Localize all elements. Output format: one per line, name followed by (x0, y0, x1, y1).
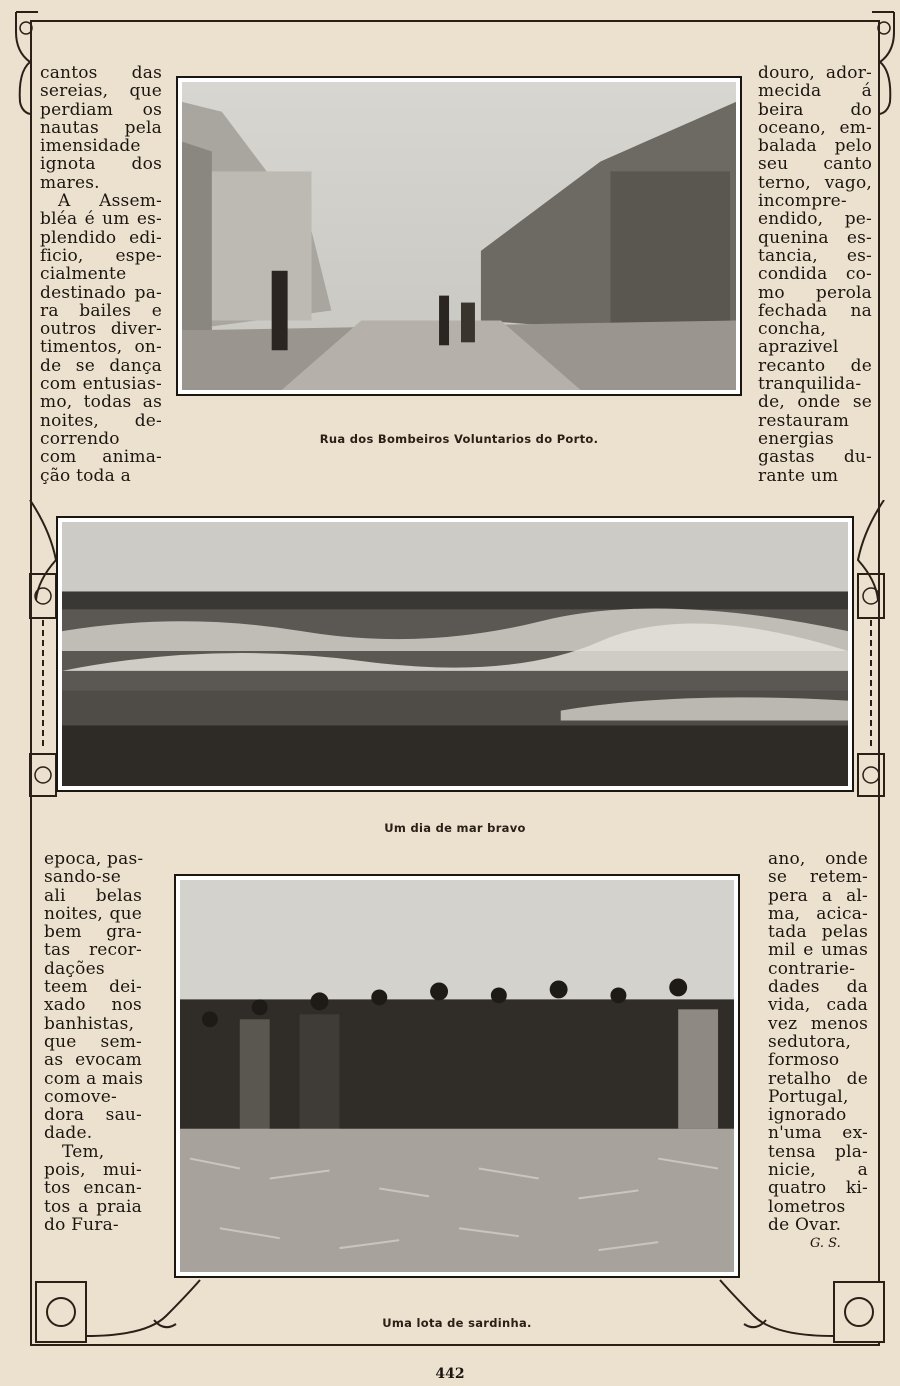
text-line: Tem, (62, 1141, 105, 1162)
caption-sardines: Uma lota de sardinha. (382, 1316, 532, 1330)
text-line: banhistas, (44, 1013, 135, 1034)
text-line: formoso (768, 1050, 840, 1071)
text-line: ma, acica- (768, 903, 868, 924)
text-line: pois, mui- (44, 1160, 142, 1181)
text-line: dade. (44, 1123, 93, 1144)
text-line: bem gra- (44, 922, 142, 943)
corner-ornament-bottom-left (34, 1276, 204, 1348)
text-line: rante um (758, 465, 839, 486)
text-line: douro, ador- (758, 63, 872, 83)
text-line: timentos, on- (40, 337, 162, 358)
text-column-bottom-left (44, 850, 142, 1234)
text-line: epoca, pas- (44, 849, 144, 869)
text-line: de, onde se (758, 392, 872, 413)
text-line: teem dei- (44, 977, 142, 998)
text-line: vida, cada (768, 995, 868, 1016)
text-column-top-left (40, 64, 162, 485)
text-line: destinado pa- (40, 282, 162, 303)
text-line: sando-se (44, 867, 122, 888)
text-line: energias (758, 428, 834, 449)
text-line: retalho de (768, 1068, 868, 1089)
photo-sardines (174, 874, 740, 1278)
text-line: plendido edi- (40, 227, 162, 248)
sardines-photo-image (180, 880, 734, 1272)
text-column-top-right (758, 64, 872, 485)
text-line: lometros (768, 1196, 846, 1217)
text-line: beira do (758, 99, 872, 120)
text-line: ção toda a (40, 465, 131, 486)
corner-ornament-top-left (10, 8, 44, 118)
text-line: perdiam os (40, 99, 162, 120)
text-line: ignota dos (40, 154, 162, 175)
photo-sea (56, 516, 854, 792)
text-line: com anima- (40, 447, 162, 468)
text-line: se retem- (768, 867, 868, 888)
text-line: concha, (758, 319, 827, 340)
side-ornament-right (852, 500, 888, 800)
text-line: tos encan- (44, 1178, 142, 1199)
corner-ornament-bottom-right (712, 1276, 888, 1348)
sea-photo-image (62, 522, 848, 786)
text-line: cantos das (40, 63, 162, 83)
text-line: n'uma ex- (768, 1123, 868, 1144)
text-line: endido, pe- (758, 209, 872, 230)
text-line: imensidade (40, 136, 141, 157)
text-line: tancia, es- (758, 245, 872, 266)
text-line: sereias, que (40, 81, 162, 102)
text-line: vez menos (768, 1013, 868, 1034)
text-line: que sem- (44, 1031, 142, 1052)
author-signature: G. S. (810, 1236, 841, 1251)
text-line: pera a al- (768, 885, 868, 906)
text-line: mo, todas as (40, 392, 162, 413)
caption-street: Rua dos Bombeiros Voluntarios do Porto. (319, 432, 599, 446)
text-line: aprazivel (758, 337, 839, 358)
text-line: com entusias- (40, 374, 162, 395)
text-line: tensa pla- (768, 1141, 868, 1162)
text-line: recanto de (758, 355, 872, 376)
text-line: restauram (758, 410, 850, 431)
text-line: ra bailes e (40, 300, 162, 321)
text-line: outros diver- (40, 319, 162, 340)
text-line: terno, vago, (758, 172, 872, 193)
text-line: nautas pela (40, 117, 162, 138)
caption-sea: Um dia de mar bravo (384, 821, 526, 835)
text-line: de Ovar. (768, 1214, 842, 1235)
text-line: noites, de- (40, 410, 162, 431)
text-line: de se dança (40, 355, 162, 376)
text-line: xado nos (44, 995, 142, 1016)
text-line: tos a praia (44, 1196, 142, 1217)
text-line: tranquilida- (758, 374, 862, 395)
page-number: 442 (435, 1366, 465, 1382)
text-line: sedutora, (768, 1031, 852, 1052)
text-column-bottom-right (768, 850, 868, 1234)
text-line: ali belas (44, 885, 142, 906)
text-line: mil e umas (768, 940, 868, 961)
text-line: quatro ki- (768, 1178, 868, 1199)
text-line: noites, que (44, 903, 142, 924)
text-line: tas recor- (44, 940, 142, 961)
text-line: balada pelo (758, 136, 872, 157)
text-line: A Assem- (58, 191, 162, 212)
text-line: correndo (40, 428, 120, 449)
text-line: nicie, a (768, 1160, 868, 1181)
text-line: mecida á (758, 81, 872, 102)
text-line: gastas du- (758, 447, 872, 468)
text-line: com a mais (44, 1068, 144, 1089)
text-line: quenina es- (758, 227, 872, 248)
text-line: seu canto (758, 154, 872, 175)
text-line: mares. (40, 172, 100, 193)
text-line: ficio, espe- (40, 245, 162, 266)
text-line: ignorado (768, 1105, 847, 1126)
text-line: do Fura- (44, 1214, 119, 1235)
text-line: tada pelas (768, 922, 868, 943)
text-line: comove- (44, 1086, 117, 1107)
text-line: cialmente (40, 264, 127, 285)
text-line: dações (44, 958, 105, 979)
text-line: oceano, em- (758, 117, 872, 138)
text-line: as evocam (44, 1050, 142, 1071)
text-line: Portugal, (768, 1086, 849, 1107)
photo-street (176, 76, 742, 396)
text-line: mo perola (758, 282, 872, 303)
street-photo-image (182, 82, 736, 390)
text-line: ano, onde (768, 849, 868, 869)
text-line: bléa é um es- (40, 209, 162, 230)
text-line: dora sau- (44, 1105, 142, 1126)
text-line: incompre- (758, 191, 847, 212)
text-line: contrarie- (768, 958, 856, 979)
text-line: dades da (768, 977, 868, 998)
text-line: fechada na (758, 300, 872, 321)
text-line: condida co- (758, 264, 872, 285)
